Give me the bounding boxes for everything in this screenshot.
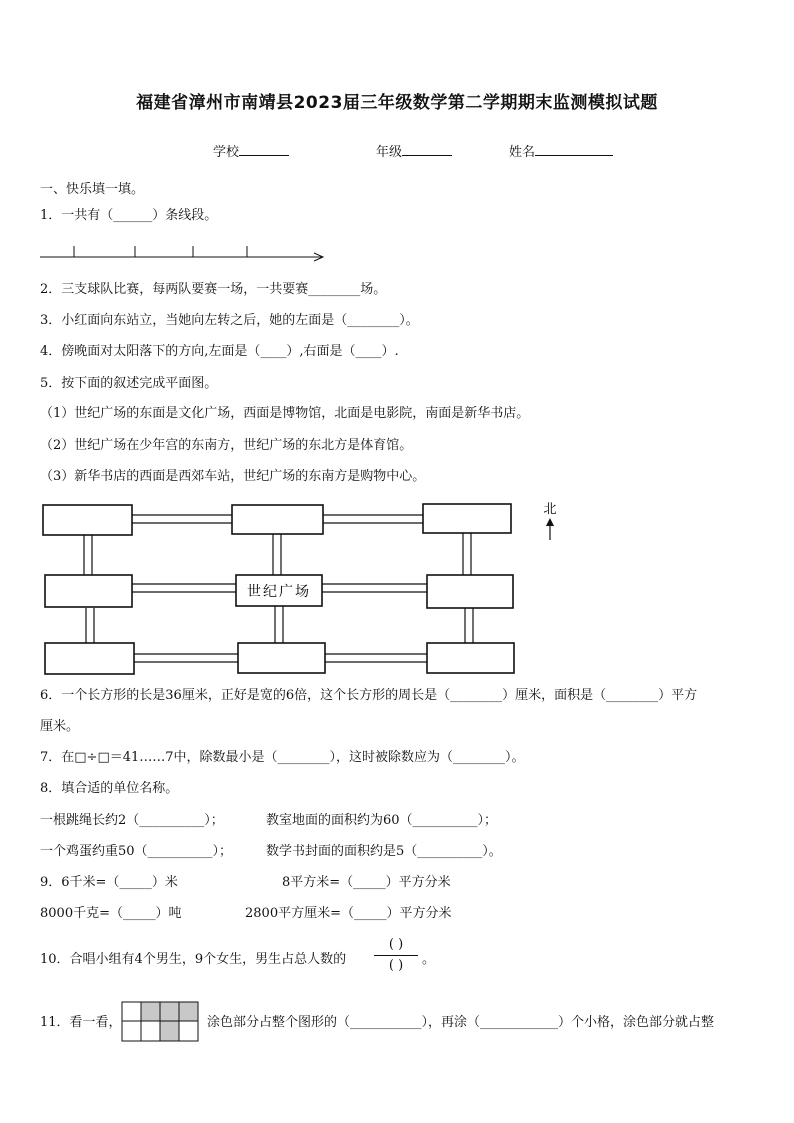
question-5-clue-1: （1）世纪广场的东面是文化广场，西面是博物馆，北面是电影院，南面是新华书店。 xyxy=(40,406,530,421)
map-box-northeast[interactable] xyxy=(423,504,511,533)
section-heading: 一、快乐填一填。 xyxy=(40,182,145,197)
north-arrow-head-icon xyxy=(546,518,554,526)
name-field[interactable] xyxy=(509,141,613,160)
question-4: 4．傍晚面对太阳落下的方向,左面是（____）,右面是（____）. xyxy=(40,344,399,359)
question-9-d: 2800平方厘米=（_____）平方分米 xyxy=(245,906,452,921)
name-label: 姓名 xyxy=(509,145,536,160)
grid-figure xyxy=(121,1001,201,1043)
question-8-b: 教室地面的面积约为60（__________）； xyxy=(266,813,498,828)
question-10-fraction[interactable] xyxy=(374,936,418,975)
question-8-d: 数学书封面的面积约是5（__________）。 xyxy=(266,844,502,859)
question-11-text: 涂色部分占整个图形的（___________），再涂（____________）个小格，涂色部分就占整 xyxy=(207,1015,715,1030)
question-5-clue-2: （2）世纪广场在少年宫的东南方，世纪广场的东北方是体育馆。 xyxy=(40,438,413,453)
grade-field[interactable] xyxy=(376,141,452,160)
city-map-figure xyxy=(40,496,580,676)
question-7: 7．在□÷□＝41……7中，除数最小是（________），这时被除数应为（________）。 xyxy=(40,750,525,765)
question-5-clue-3: （3）新华书店的西面是西郊车站，世纪广场的东南方是购物中心。 xyxy=(40,469,426,484)
question-10-end: 。 xyxy=(422,952,436,967)
map-box-south[interactable] xyxy=(238,643,325,673)
map-box-southeast[interactable] xyxy=(427,643,514,673)
map-box-east[interactable] xyxy=(427,575,513,608)
school-label: 学校 xyxy=(213,145,240,160)
grade-label: 年级 xyxy=(376,145,403,160)
fraction-denominator[interactable]: ( ) xyxy=(388,958,404,973)
question-6: 6．一个长方形的长是36厘米，正好是宽的6倍，这个长方形的周长是（________）厘米，面积是（________）平方 xyxy=(40,688,698,703)
question-8: 8．填合适的单位名称。 xyxy=(40,781,179,796)
question-1: 1．一共有（______）条线段。 xyxy=(40,208,218,223)
question-3: 3．小红面向东站立，当她向左转之后，她的左面是（________）。 xyxy=(40,313,419,328)
question-10: 10．合唱小组有4个男生，9个女生，男生占总人数的 xyxy=(40,952,347,967)
question-6-cont: 厘米。 xyxy=(40,719,80,734)
question-11-start: 11．看一看， xyxy=(40,1015,122,1030)
fraction-bar xyxy=(374,955,418,956)
north-label: 北 xyxy=(543,502,557,517)
map-box-north[interactable] xyxy=(232,505,323,534)
question-2: 2．三支球队比赛，每两队要赛一场，一共要赛________场。 xyxy=(40,282,387,297)
map-box-west[interactable] xyxy=(45,575,132,607)
question-9-a: 9．6千米=（_____）米 xyxy=(40,875,178,890)
map-box-northwest[interactable] xyxy=(43,505,132,535)
page-title: 福建省漳州市南靖县2023届三年级数学第二学期期末监测模拟试题 xyxy=(136,93,658,113)
name-blank[interactable] xyxy=(535,142,613,156)
question-9-b: 8平方米=（_____）平方分米 xyxy=(282,875,451,890)
map-center-label: 世纪广场 xyxy=(247,584,311,600)
line-segment-figure xyxy=(40,240,330,264)
question-8-a: 一根跳绳长约2（__________）； xyxy=(40,813,224,828)
question-9-c: 8000千克=（_____）吨 xyxy=(40,906,182,921)
question-5: 5．按下面的叙述完成平面图。 xyxy=(40,376,218,391)
grade-blank[interactable] xyxy=(402,142,452,156)
school-blank[interactable] xyxy=(239,142,289,156)
question-8-c: 一个鸡蛋约重50（__________）； xyxy=(40,844,233,859)
map-box-southwest[interactable] xyxy=(45,643,134,674)
school-field[interactable] xyxy=(213,141,289,160)
fraction-numerator[interactable]: ( ) xyxy=(388,937,404,952)
